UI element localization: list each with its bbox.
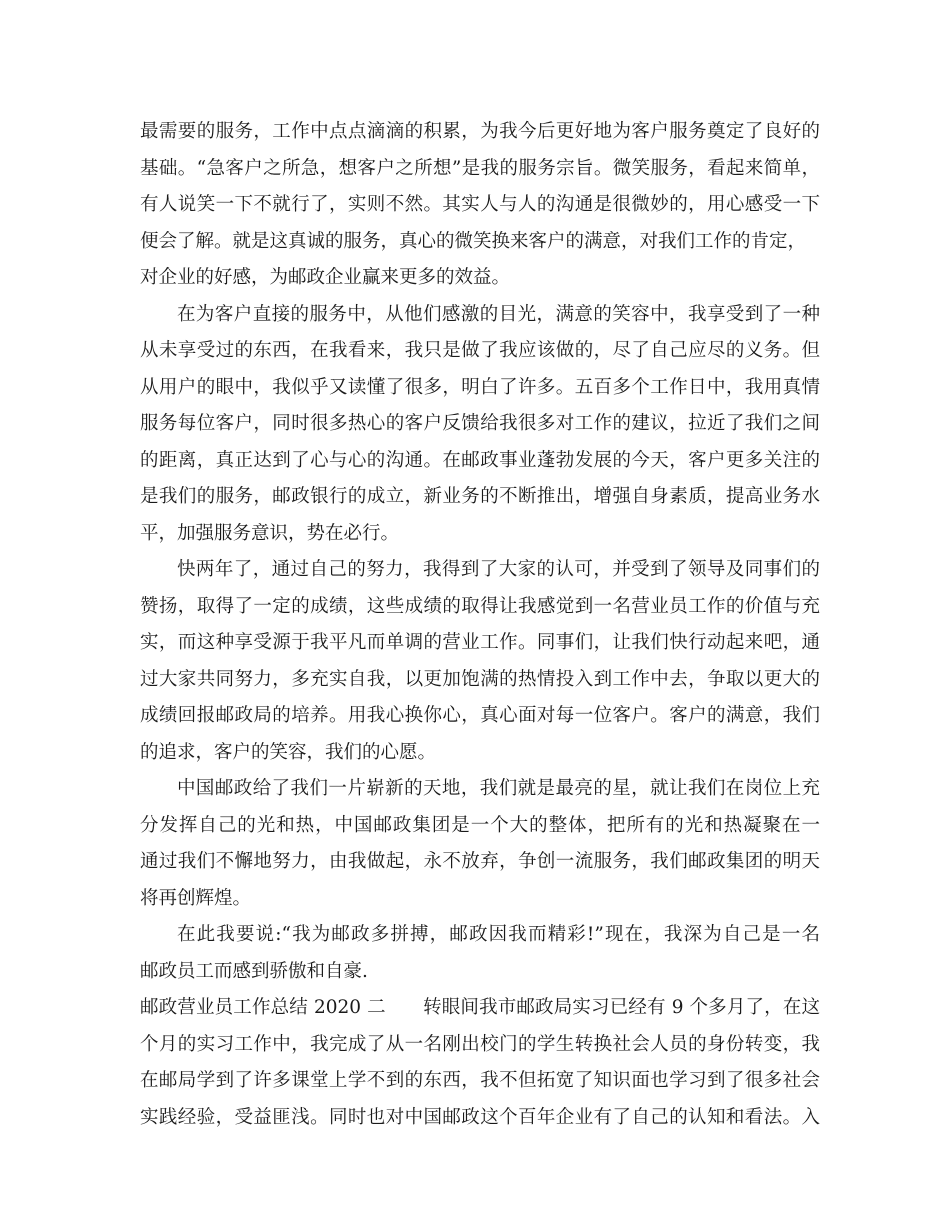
paragraph-first-line: 在为客户直接的服务中，从他们感激的目光，满意的笑容中，我享受到了一种 [177,303,820,325]
text-line: 从用户的眼中，我似乎又读懂了很多，明白了许多。五百多个工作日中，我用真情 [140,376,820,398]
paragraph-first-line: 在此我要说:“我为邮政多拼搏，邮政因我而精彩!”现在，我深为自己是一名 [177,924,820,945]
paragraph-first-line: 中国邮政给了我们一片崭新的天地，我们就是最亮的星，就让我们在岗位上充 [177,778,820,799]
text-line: 平，加强服务意识，势在必行。 [140,522,400,544]
text-line: 的距离，真正达到了心与心的沟通。在邮政事业蓬勃发展的今天，客户更多关注的 [140,449,820,471]
text-line: 服务每位客户，同时很多热心的客户反馈给我很多对工作的建议，拉近了我们之间 [140,413,820,434]
text-line: 便会了解。就是这真诚的服务，真心的微笑换来客户的满意，对我们工作的肯定， [140,230,807,252]
document-body [140,114,820,1136]
text-line: 将再创辉煌。 [140,887,252,909]
text-line: 是我们的服务，邮政银行的成立，新业务的不断推出，增强自身素质，提高业务水 [140,486,820,507]
text-line: 邮政员工而感到骄傲和自豪. [140,960,368,982]
text-line: 实践经验，受益匪浅。同时也对中国邮政这个百年企业有了自己的认知和看法。入 [140,1106,820,1128]
text-line: 实，而这种享受源于我平凡而单调的营业工作。同事们，让我们快行动起来吧，通 [140,632,820,653]
paragraph-first-line: 快两年了，通过自己的努力，我得到了大家的认可，并受到了领导及同事们的 [177,559,820,580]
text-line: 基础。“急客户之所急，想客户之所想”是我的服务宗旨。微笑服务，看起来简单， [140,157,820,179]
text-line: 个月的实习工作中，我完成了从一名刚出校门的学生转换社会人员的身份转变，我 [140,1033,820,1055]
text-line: 过大家共同努力，多充实自我，以更加饱满的热情投入到工作中去，争取以更大的 [140,668,820,690]
text-line: 赞扬，取得了一定的成绩，这些成绩的取得让我感觉到一名营业员工作的价值与充 [140,595,820,617]
text-line: 从未享受过的东西，在我看来，我只是做了我应该做的，尽了自己应尽的义务。但 [140,340,820,361]
section-heading-line: 邮政营业员工作总结 2020 二 转眼间我市邮政局实习已经有 9 个多月了，在这 [140,997,820,1018]
text-line: 通过我们不懈地努力，由我做起，永不放弃，争创一流服务，我们邮政集团的明天 [140,851,820,872]
text-line: 分发挥自己的光和热，中国邮政集团是一个大的整体，把所有的光和热凝聚在一 [140,814,820,836]
text-line: 成绩回报邮政局的培养。用我心换你心，真心面对每一位客户。客户的满意，我们 [140,705,820,726]
text-line: 的追求，客户的笑容，我们的心愿。 [140,741,437,763]
text-line: 有人说笑一下不就行了，实则不然。其实人与人的沟通是很微妙的，用心感受一下 [140,194,820,215]
text-line: 最需要的服务，工作中点点滴滴的积累，为我今后更好地为客户服务奠定了良好的 [140,121,820,142]
text-line: 对企业的好感，为邮政企业赢来更多的效益。 [140,267,511,288]
text-line: 在邮局学到了许多课堂上学不到的东西，我不但拓宽了知识面也学习到了很多社会 [140,1070,820,1091]
